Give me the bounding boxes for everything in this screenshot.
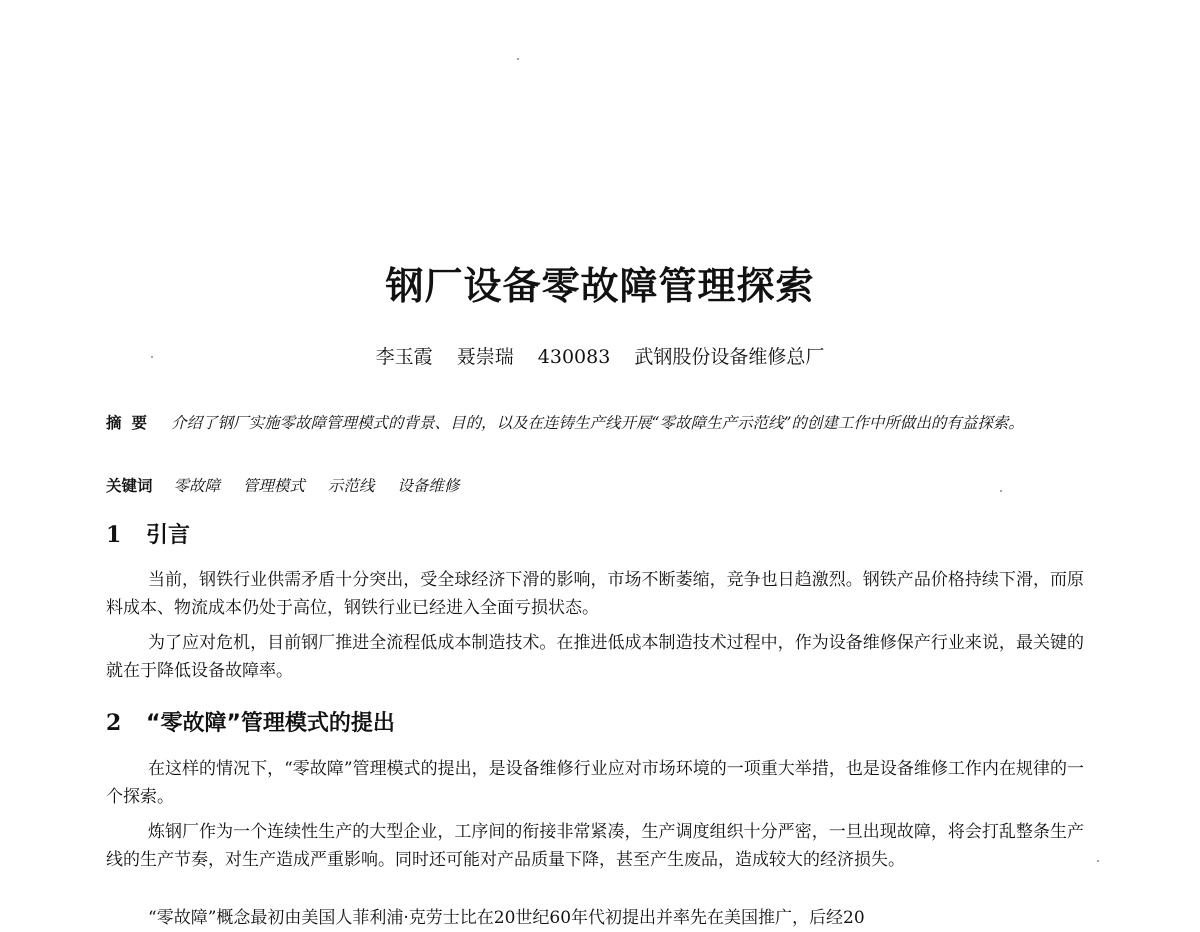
keyword: 设备维修 xyxy=(397,477,460,495)
scan-speck xyxy=(1000,490,1002,492)
keywords xyxy=(106,474,477,496)
author-line xyxy=(0,342,1200,369)
scan-speck xyxy=(1097,860,1099,862)
keyword: 零故障 xyxy=(173,477,220,495)
abstract xyxy=(106,410,1096,437)
abstract-label: 摘要 xyxy=(106,414,158,432)
section-number: 2 xyxy=(106,710,122,736)
author-name: 聂崇瑞 xyxy=(456,346,514,368)
paragraph: 在这样的情况下，“零故障”管理模式的提出，是设备维修行业应对市场环境的一项重大举措，也是设备维修工作内在规律的一个探索。 xyxy=(106,759,1084,807)
scan-speck xyxy=(517,58,519,60)
keywords-label: 关键词 xyxy=(106,477,153,495)
section-heading xyxy=(106,518,190,549)
abstract-text: 介绍了钢厂实施零故障管理模式的背景、目的，以及在连铸生产线开展“零故障生产示范线”的创建工作中所做出的有益探索。 xyxy=(171,414,1024,432)
paragraph: 当前，钢铁行业供需矛盾十分突出，受全球经济下滑的影响，市场不断萎缩，竞争也日趋激烈。钢铁产品价格持续下滑，而原料成本、物流成本仍处于高位，钢铁行业已经进入全面亏损状态。 xyxy=(106,570,1084,618)
paragraph: 炼钢厂作为一个连续性生产的大型企业，工序间的衔接非常紧凑，生产调度组织十分严密，一旦出现故障，将会打乱整条生产线的生产节奏，对生产造成严重影响。同时还可能对产品质量下降，甚至产生废品，造成较大的经济损失。 xyxy=(106,822,1084,870)
section-heading xyxy=(106,706,395,737)
postcode: 430083 xyxy=(537,346,611,368)
section-title: “零故障”管理模式的提出 xyxy=(146,711,395,736)
paper-title: 钢厂设备零故障管理探索 xyxy=(385,264,815,308)
keyword: 示范线 xyxy=(327,477,375,495)
paragraph: 为了应对危机，目前钢厂推进全流程低成本制造技术。在推进低成本制造技术过程中，作为设备维修保产行业来说，最关键的就在于降低设备故障率。 xyxy=(106,633,1084,681)
paragraph: “零故障”概念最初由美国人菲利浦·克劳士比在20世纪60年代初提出并率先在美国推广，后经20 xyxy=(148,908,865,928)
affiliation: 武钢股份设备维修总厂 xyxy=(634,346,825,368)
author-name: 李玉霞 xyxy=(375,346,433,368)
section-title: 引言 xyxy=(146,523,191,548)
section-number: 1 xyxy=(106,522,122,548)
keyword: 管理模式 xyxy=(242,477,305,495)
